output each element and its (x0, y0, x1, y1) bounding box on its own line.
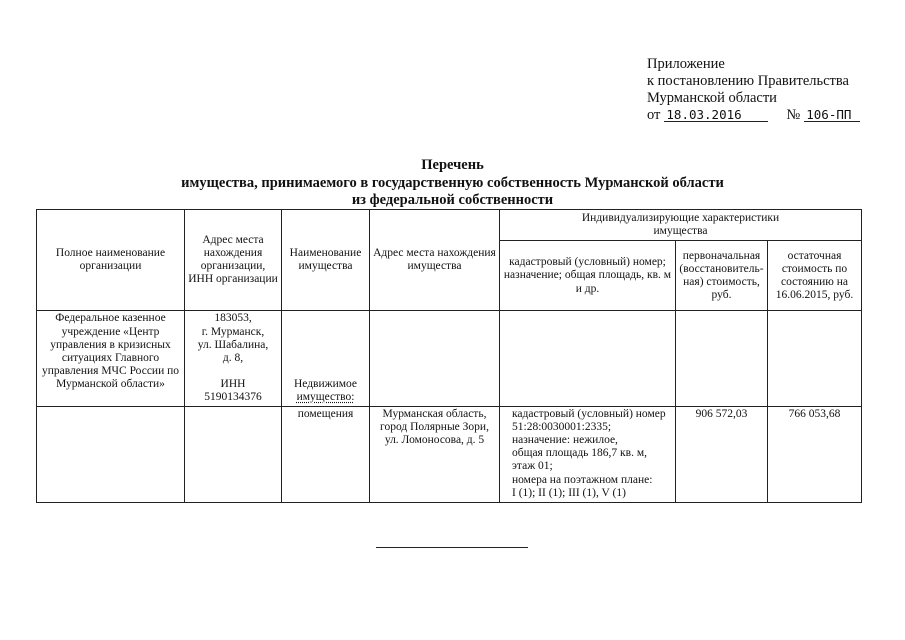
header-initial-cost: первоначальная (восстановитель-ная) стоимость, руб. (676, 241, 768, 311)
category-line-2: имущество: (296, 391, 355, 404)
document-title (0, 157, 905, 210)
org-address-line: г. Мурманск, (201, 325, 265, 338)
title-line-2: имущества, принимаемого в государственную собственность Мурманской области (181, 174, 724, 191)
appendix-line-2: к постановлению Правительства (647, 73, 849, 89)
from-label: от (647, 107, 661, 123)
title-line-3: из федеральной собственности (351, 192, 554, 208)
residual-cost: 766 053,68 (788, 407, 841, 420)
category-line-1: Недвижимое (293, 378, 358, 391)
cadastral-line: назначение: нежилое, (512, 434, 618, 447)
decree-number: 106-ПП (804, 108, 860, 122)
property-row (37, 406, 862, 502)
spacer (188, 365, 278, 378)
org-address-line: ул. Шабалина, (197, 338, 269, 351)
header-org-address: Адрес места нахождения организации, ИНН организации (185, 210, 282, 311)
cadastral-line: I (1); II (1); III (1), V (1) (512, 486, 626, 499)
org-address-cell (185, 311, 282, 406)
number-sign: № (786, 107, 801, 123)
header-residual-cost: остаточная стоимость по состоянию на 16.06.2015, руб. (768, 241, 862, 311)
cadastral-cell (500, 406, 676, 502)
appendix-line-1: Приложение (647, 56, 725, 72)
empty-cell (185, 406, 282, 502)
property-address-cell (370, 406, 500, 502)
empty-cell (370, 311, 500, 406)
org-name: Федеральное казенное учреждение «Центр управления в кризисных ситуациях Главного управления МЧС России по Мурманской области» (41, 312, 180, 391)
initial-cost-cell (676, 406, 768, 502)
org-address-line: д. 8, (222, 352, 244, 365)
title-line-1: Перечень (421, 157, 484, 173)
inn-label: ИНН (220, 378, 246, 391)
initial-cost: 906 572,03 (695, 407, 748, 420)
cadastral-line: номера на поэтажном плане: (512, 473, 653, 486)
appendix-block (647, 56, 897, 124)
org-address-line: 183053, (214, 312, 252, 325)
org-name-cell (37, 311, 185, 406)
property-name: помещения (297, 407, 354, 420)
header-row-1 (37, 210, 862, 241)
empty-cell (676, 311, 768, 406)
property-name-cell (282, 406, 370, 502)
cadastral-line: этаж 01; (512, 460, 553, 473)
property-table (36, 209, 862, 503)
decree-date: 18.03.2016 (664, 108, 768, 122)
appendix-date-row (647, 107, 897, 124)
empty-cell (768, 311, 862, 406)
property-address: Мурманская область, город Полярные Зори, ул. Ломоносова, д. 5 (380, 407, 489, 447)
header-org-name: Полное наименование организации (37, 210, 185, 311)
closing-rule (376, 547, 528, 548)
header-property-address: Адрес места нахождения имущества (370, 210, 500, 311)
header-property-name: Наименование имущества (282, 210, 370, 311)
category-cell (282, 311, 370, 406)
header-characteristics-group: Индивидуализирующие характеристики имущества (500, 210, 862, 241)
header-cadastral: кадастровый (условный) номер; назначение; общая площадь, кв. м и др. (500, 241, 676, 311)
empty-cell (37, 406, 185, 502)
inn-value: 5190134376 (204, 391, 262, 404)
cadastral-line: общая площадь 186,7 кв. м, (512, 447, 647, 460)
organization-row (37, 311, 862, 406)
residual-cost-cell (768, 406, 862, 502)
cadastral-line: кадастровый (условный) номер (512, 407, 666, 420)
empty-cell (500, 311, 676, 406)
appendix-line-3: Мурманской области (647, 90, 777, 106)
cadastral-line: 51:28:0030001:2335; (512, 420, 612, 433)
